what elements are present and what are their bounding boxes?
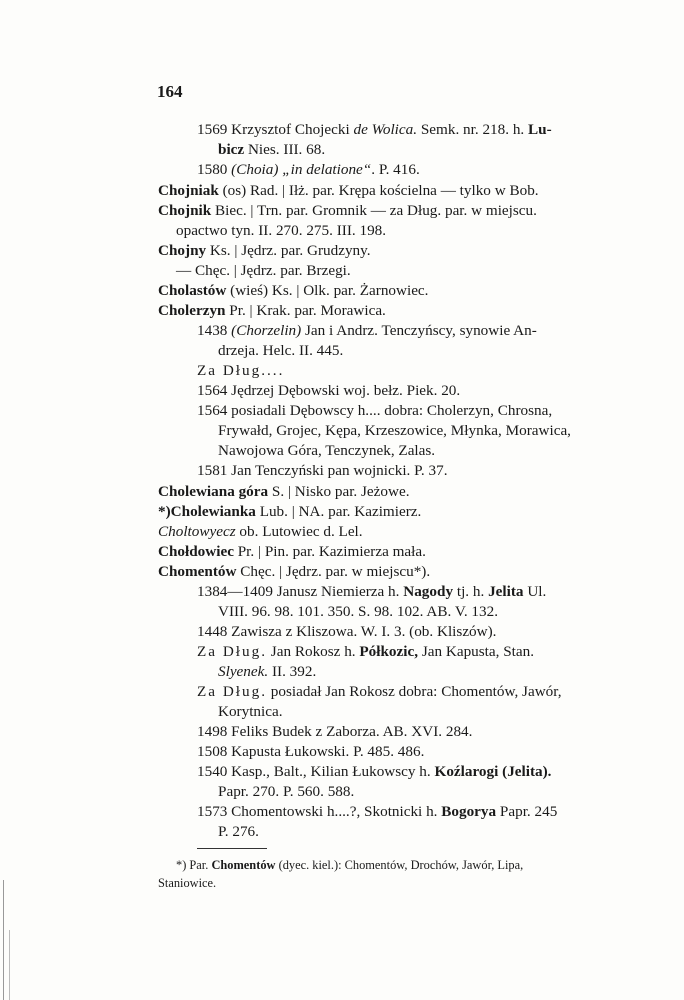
text-line: 1569 Krzysztof Chojecki de Wolica. Semk. nr. 218. h. Lu-: [197, 121, 552, 138]
entry-headword: *)Cholewianka: [158, 503, 256, 520]
text-line: Nawojowa Góra, Tenczynek, Zalas.: [218, 442, 436, 459]
text-line: 1508 Kapusta Łukowski. P. 485. 486.: [197, 743, 425, 760]
entry-headword: Chojnik: [158, 202, 212, 219]
entry-line: Chojny Ks. | Jędrz. par. Grudzyny.: [158, 242, 371, 259]
entry-line: Chojnik Biec. | Trn. par. Gromnik — za Dług. par. w miejscu.: [158, 202, 537, 219]
footnote-continuation: Staniowice.: [158, 876, 217, 890]
text-line: P. 276.: [218, 823, 259, 840]
text-line: 1580 (Choia) „in delatione“. P. 416.: [197, 161, 420, 178]
text-line: — Chęc. | Jędrz. par. Brzegi.: [176, 262, 351, 279]
entry-headword: Chołdowiec: [158, 543, 234, 560]
text-line: 1384—1409 Janusz Niemierza h. Nagody tj. h. Jelita Ul.: [197, 583, 547, 600]
entry-line: Chołdowiec Pr. | Pin. par. Kazimierza mała.: [158, 543, 426, 560]
text-line: Papr. 270. P. 560. 588.: [218, 783, 355, 800]
text-line: opactwo tyn. II. 270. 275. III. 198.: [176, 222, 387, 239]
text-line: 1564 posiadali Dębowscy h.... dobra: Cholerzyn, Chrosna,: [197, 402, 553, 419]
text-line: 1498 Feliks Budek z Zaborza. AB. XVI. 284.: [197, 723, 473, 740]
text-line: 1564 Jędrzej Dębowski woj. bełz. Piek. 20.: [197, 382, 461, 399]
entry-headword: Chojny: [158, 242, 207, 259]
text-line: Za Dług. posiadał Jan Rokosz dobra: Chomentów, Jawór,: [197, 683, 562, 700]
entry-headword: Chomentów: [158, 563, 237, 580]
entry-headword: Cholastów: [158, 282, 227, 299]
text-line: drzeja. Helc. II. 445.: [218, 342, 344, 359]
text-line: 1573 Chomentowski h....?, Skotnicki h. Bogorya Papr. 245: [197, 803, 558, 820]
entry-line: Cholastów (wieś) Ks. | Olk. par. Żarnowiec.: [158, 282, 429, 299]
text-line: bicz Nies. III. 68.: [218, 141, 326, 158]
entry-line: Chomentów Chęc. | Jędrz. par. w miejscu*).: [158, 563, 431, 580]
text-line: VIII. 96. 98. 101. 350. S. 98. 102. AB. V. 132.: [218, 603, 499, 620]
entry-headword: Cholewiana góra: [158, 483, 269, 500]
text-line: Korytnica.: [218, 703, 283, 720]
text-line: 1438 (Chorzelin) Jan i Andrz. Tenczyńscy, synowie An-: [197, 322, 537, 339]
entry-line: Cholewiana góra S. | Nisko par. Jeżowe.: [158, 483, 410, 500]
text-line: 1581 Jan Tenczyński pan wojnicki. P. 37.: [197, 462, 448, 479]
entry-headword: Cholerzyn: [158, 302, 226, 319]
scan-edge-mark: [9, 930, 10, 1000]
page-number: 164: [157, 82, 183, 101]
entry-line: Chojniak (os) Rad. | Iłż. par. Krępa kościelna — tylko w Bob.: [158, 182, 539, 199]
scan-edge-mark: [3, 880, 4, 1000]
footnote-divider: [197, 848, 267, 849]
text-line: Za Dług. Jan Rokosz h. Półkozic, Jan Kapusta, Stan.: [197, 643, 535, 660]
text-line: Slyenek. II. 392.: [218, 663, 317, 680]
entry-line: Choltowyecz ob. Lutowiec d. Lel.: [158, 523, 363, 540]
text-line: Za Dług....: [197, 362, 285, 379]
entry-headword: Chojniak: [158, 182, 219, 199]
entry-line: Cholerzyn Pr. | Krak. par. Morawica.: [158, 302, 386, 319]
text-line: 1448 Zawisza z Kliszowa. W. I. 3. (ob. Kliszów).: [197, 623, 497, 640]
entry-headword: Choltowyecz: [158, 523, 236, 540]
text-line: Frywałd, Grojec, Kępa, Krzeszowice, Młynka, Morawica,: [218, 422, 571, 439]
text-line: 1540 Kasp., Balt., Kilian Łukowscy h. Koźlarogi (Jelita).: [197, 763, 552, 780]
footnote: *) Par. Chomentów (dyec. kiel.): Chomentów, Drochów, Jawór, Lipa,: [176, 858, 524, 872]
entry-line: *)Cholewianka Lub. | NA. par. Kazimierz.: [158, 503, 422, 520]
